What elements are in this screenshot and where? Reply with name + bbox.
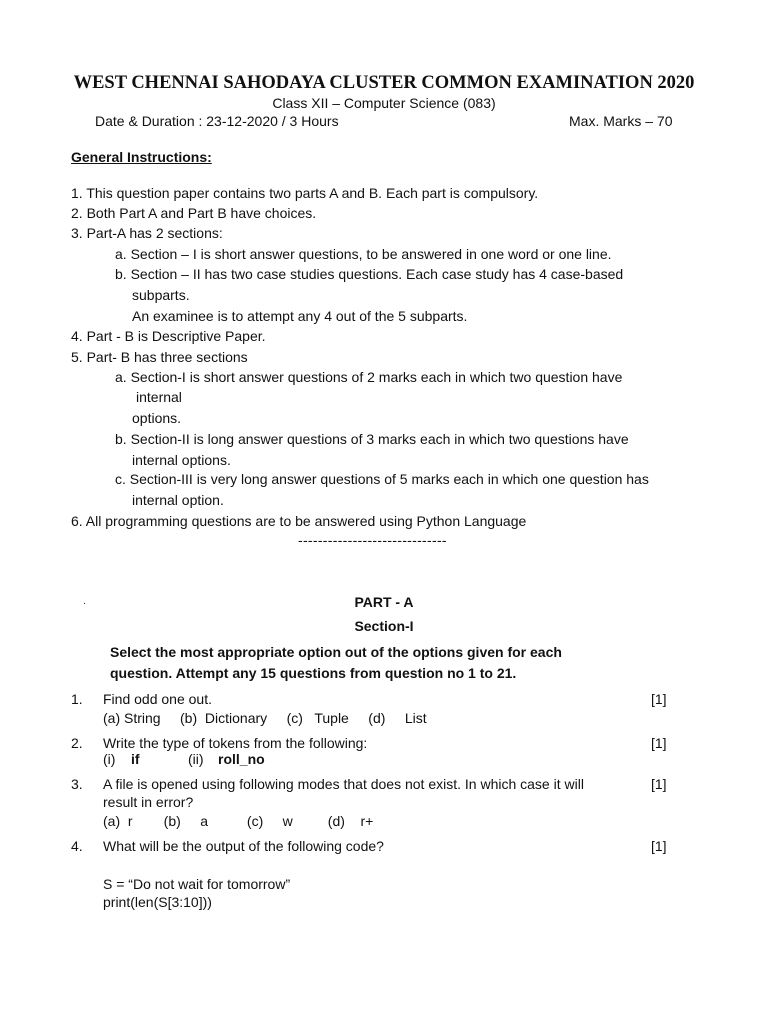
instruction-5b-cont: internal options. bbox=[132, 452, 231, 468]
instruction-3: 3. Part-A has 2 sections: bbox=[71, 225, 223, 241]
instruction-5a-cont2: options. bbox=[132, 410, 182, 426]
instruction-5c-cont: internal option. bbox=[132, 492, 224, 508]
class-subject: Class XII – Computer Science (083) bbox=[272, 95, 496, 111]
q2-option-ii-label: (ii) bbox=[188, 751, 204, 767]
instruction-2: 2. Both Part A and Part B have choices. bbox=[71, 205, 317, 221]
direction-line-2: question. Attempt any 15 questions from question no 1 to 21. bbox=[110, 665, 517, 681]
q2-option-i-value: if bbox=[131, 751, 140, 767]
q1-number: 1. bbox=[71, 691, 83, 707]
direction-line-1: Select the most appropriate option out of the options given for each bbox=[110, 644, 562, 660]
instruction-5a: a. Section-I is short answer questions of 2 marks each in which two question have bbox=[115, 369, 623, 385]
q4-number: 4. bbox=[71, 838, 83, 854]
instruction-1: 1. This question paper contains two parts A and B. Each part is compulsory. bbox=[71, 185, 539, 201]
q2-marks: [1] bbox=[651, 735, 667, 751]
instruction-5a-cont: internal bbox=[136, 389, 182, 405]
instruction-5: 5. Part- B has three sections bbox=[71, 349, 248, 365]
q3-text-line-2: result in error? bbox=[103, 794, 194, 810]
section-title: Section-I bbox=[354, 618, 414, 634]
q1-marks: [1] bbox=[651, 691, 667, 707]
q2-option-ii-value: roll_no bbox=[218, 751, 265, 767]
q3-text-line-1: A file is opened using following modes that does not exist. In which case it will bbox=[103, 776, 584, 792]
instruction-3a: a. Section – I is short answer questions, to be answered in one word or one line. bbox=[115, 246, 612, 262]
q3-options: (a) r (b) a (c) w (d) r+ bbox=[103, 813, 374, 829]
stray-dot: . bbox=[83, 596, 86, 607]
instruction-6: 6. All programming questions are to be answered using Python Language bbox=[71, 513, 527, 529]
part-a-title: PART - A bbox=[354, 594, 414, 610]
q4-code-line-1: S = “Do not wait for tomorrow” bbox=[103, 876, 291, 892]
q3-number: 3. bbox=[71, 776, 83, 792]
instructions-heading: General Instructions: bbox=[71, 149, 212, 165]
max-marks: Max. Marks – 70 bbox=[569, 113, 673, 129]
q3-marks: [1] bbox=[651, 776, 667, 792]
q4-text: What will be the output of the following code? bbox=[103, 838, 384, 854]
q4-marks: [1] bbox=[651, 838, 667, 854]
divider: ------------------------------ bbox=[298, 532, 447, 548]
q2-text: Write the type of tokens from the following: bbox=[103, 735, 368, 751]
instruction-5c: c. Section-III is very long answer questions of 5 marks each in which one question has bbox=[115, 471, 649, 487]
q4-code-line-2: print(len(S[3:10])) bbox=[103, 894, 212, 910]
q2-option-i-label: (i) bbox=[103, 751, 116, 767]
exam-title: WEST CHENNAI SAHODAYA CLUSTER COMMON EXAMINATION 2020 bbox=[73, 73, 695, 93]
instruction-5b: b. Section-II is long answer questions of 3 marks each in which two questions have bbox=[115, 431, 629, 447]
q2-number: 2. bbox=[71, 735, 83, 751]
q1-text: Find odd one out. bbox=[103, 691, 212, 707]
instruction-4: 4. Part - B is Descriptive Paper. bbox=[71, 328, 266, 344]
q1-options: (a) String (b) Dictionary (c) Tuple (d) List bbox=[103, 710, 427, 726]
instruction-3b-cont: subparts. bbox=[132, 287, 190, 303]
instruction-3b-note: An examinee is to attempt any 4 out of the 5 subparts. bbox=[132, 308, 468, 324]
date-duration: Date & Duration : 23-12-2020 / 3 Hours bbox=[95, 113, 339, 129]
instruction-3b: b. Section – II has two case studies questions. Each case study has 4 case-based bbox=[115, 266, 624, 282]
